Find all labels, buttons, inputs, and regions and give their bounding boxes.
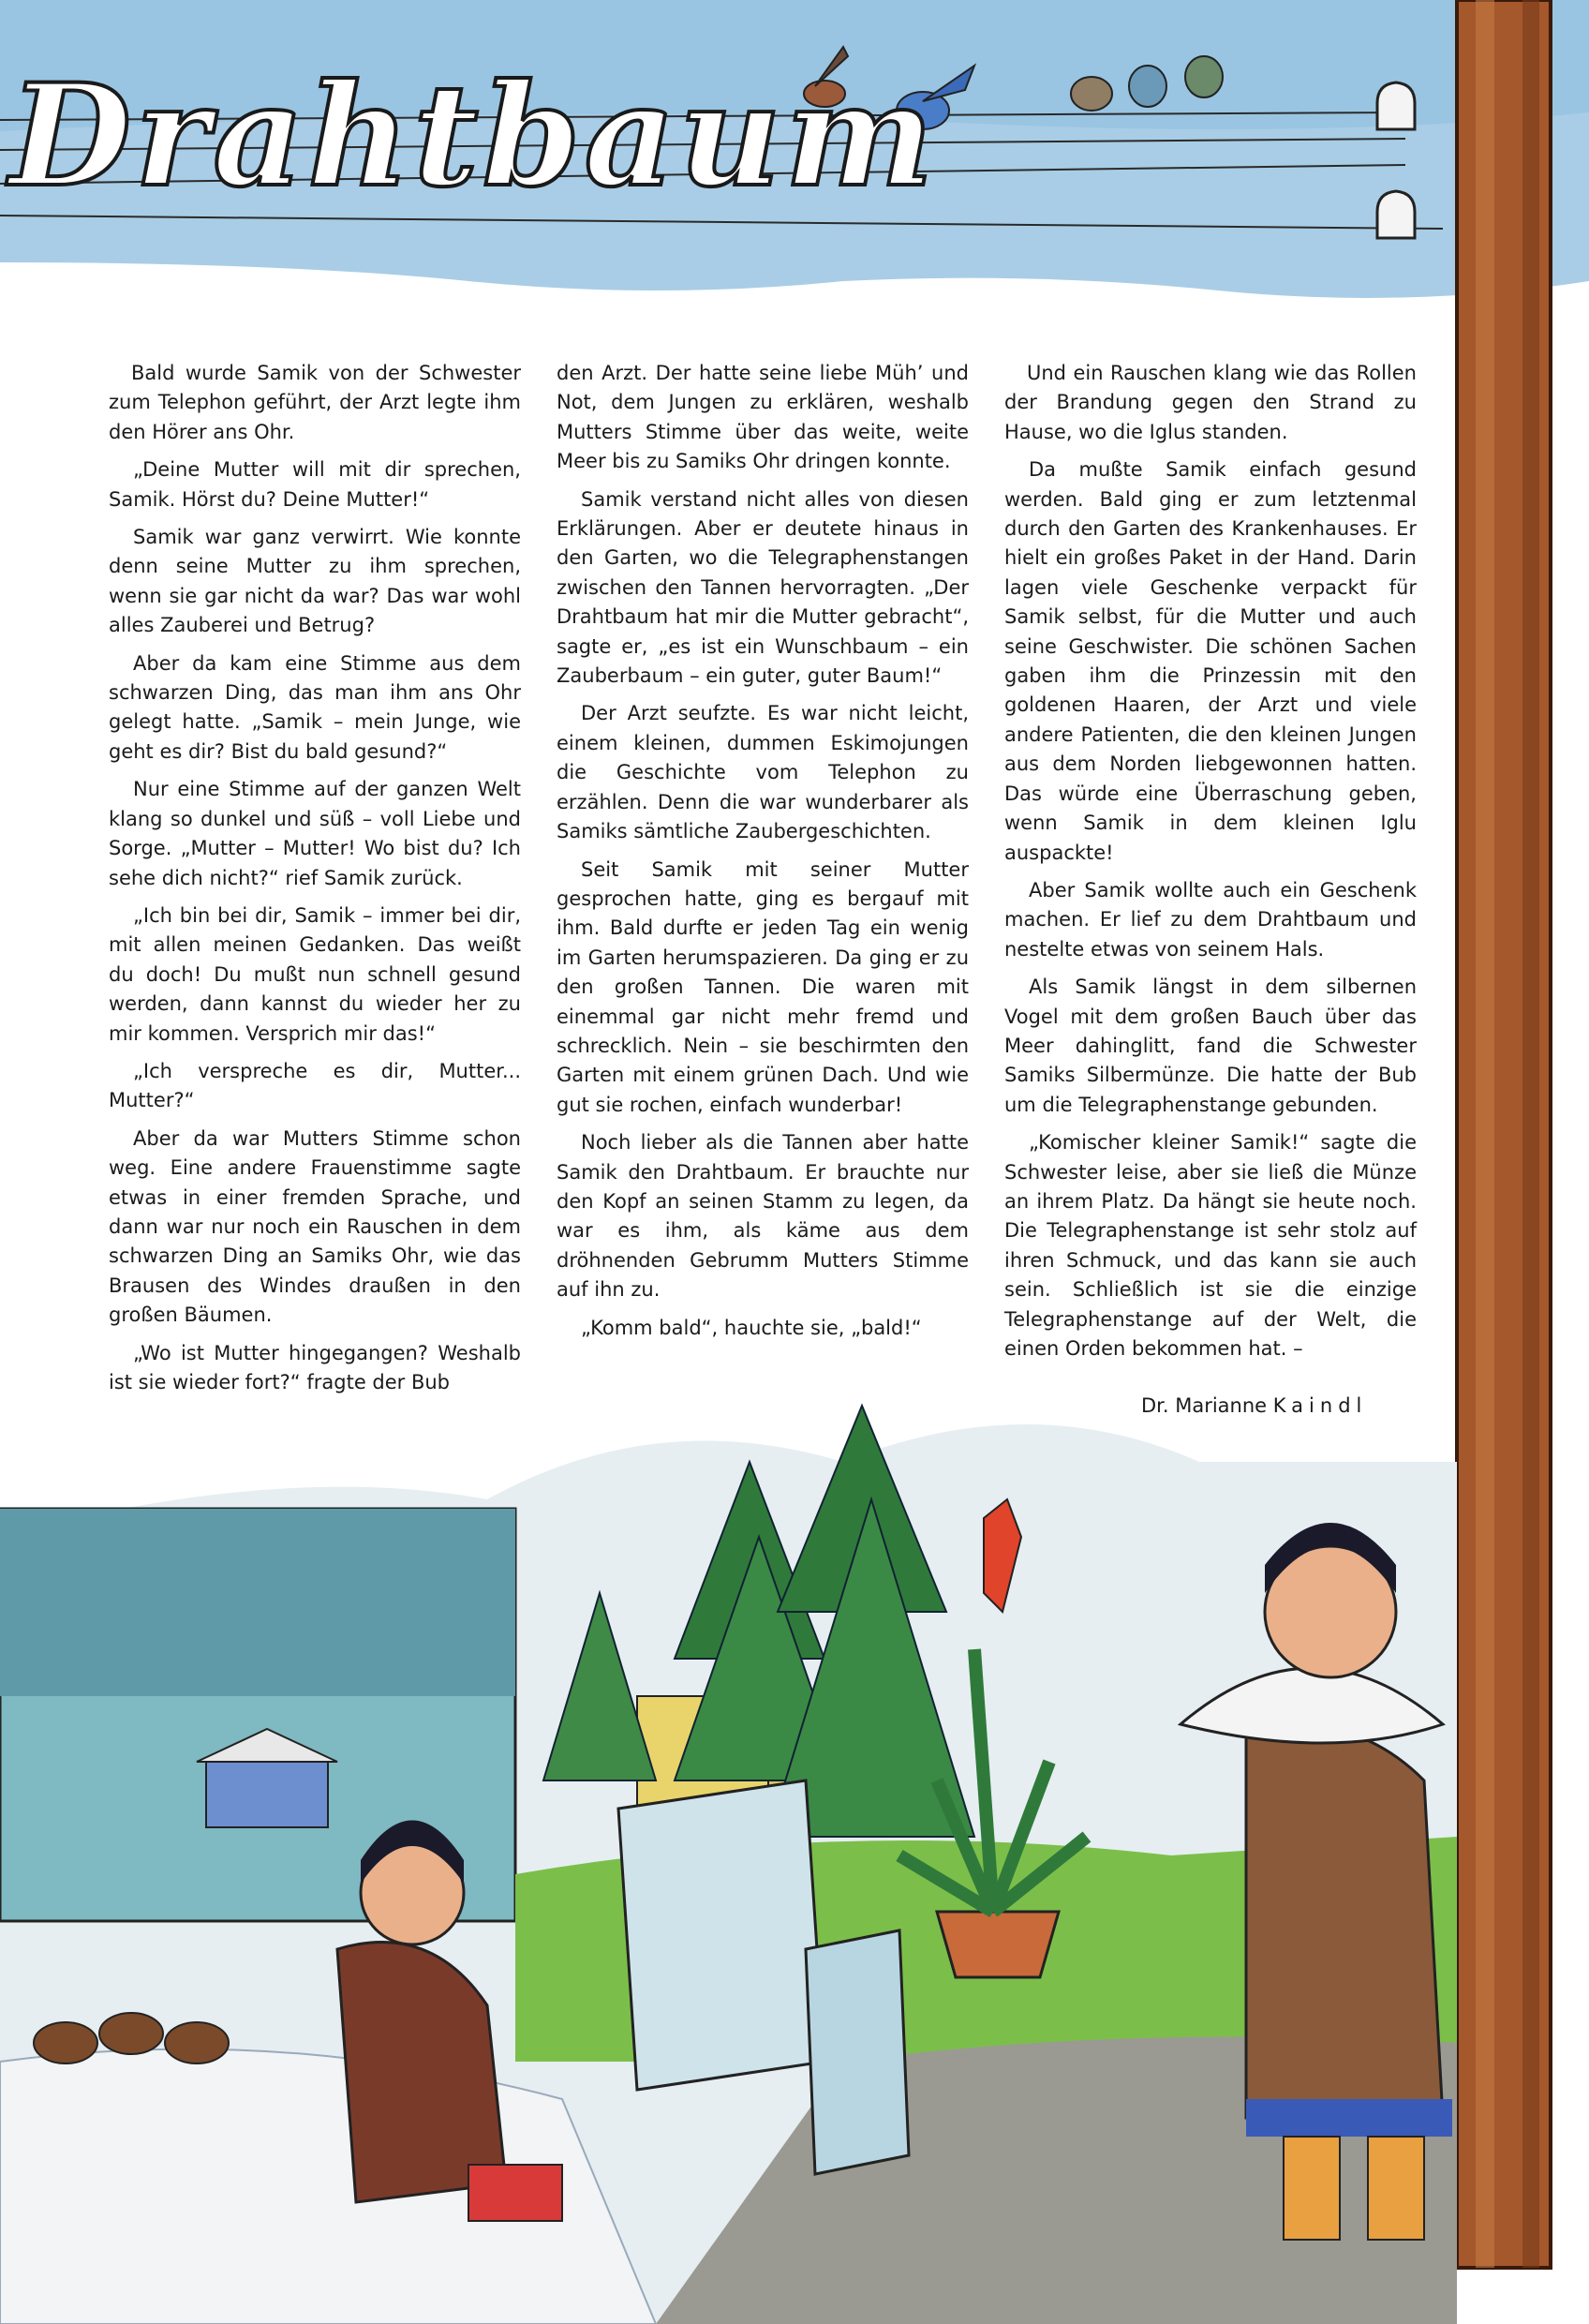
paragraph: Noch lieber als die Tannen aber hatte Samik den Drahtbaum. Er brauchte nur den Kopf an seinen Stamm zu legen, da war es ihm, als käme aus dem dröhnenden Gebrumm Mutters Stimme auf ihn zu. xyxy=(557,1131,969,1302)
paragraph: „Wo ist Mutter hingegangen? Weshalb ist sie wieder fort?“ fragte der Bub xyxy=(109,1341,521,1393)
paragraph: Als Samik längst in dem silbernen Vogel mit dem großen Bauch über das Meer dahinglitt, fand die Schwester Samiks Silbermünze. Die hatte der Bub um die Telegraphenstange gebunden. xyxy=(1004,976,1417,1116)
paragraph: Samik war ganz verwirrt. Wie konnte denn seine Mutter zu ihm sprechen, wenn sie gar nicht da war? Das war wohl alles Zauberei und Betrug? xyxy=(109,526,521,637)
paragraph: „Komm bald“, hauchte sie, „bald!“ xyxy=(581,1316,922,1339)
paragraph: Samik verstand nicht alles von diesen Erklärungen. Aber er deutete hinaus in den Garten, wo die Telegraphenstangen zwischen den Tannen hervorragten. „Der Drahtbaum hat mir die Mutter gebracht“, sagte er, „es ist ein Wunschbaum – ein Zauberbaum – ein guter, guter Baum!“ xyxy=(557,487,969,688)
text-column-1 xyxy=(109,359,521,1406)
page-title: Drahtbaum xyxy=(9,53,938,218)
paragraph: „Ich verspreche es dir, Mutter... Mutter?“ xyxy=(109,1059,521,1112)
landscape-scene xyxy=(0,1406,1457,2324)
paragraph: Und ein Rauschen klang wie das Rollen der Brandung gegen den Strand zu Hause, wo die Iglus standen. xyxy=(1004,362,1417,443)
paragraph: Der Arzt seufzte. Es war nicht leicht, einem kleinen, dummen Eskimojungen die Geschichte vom Telephon zu erzählen. Denn die war wunderbarer als Samiks sämtliche Zaubergeschichten. xyxy=(557,702,969,843)
paragraph: Da mußte Samik einfach gesund werden. Bald ging er zum letztenmal durch den Garten des Krankenhauses. Er hielt ein großes Paket in der Hand. Darin lagen viele Geschenke verpackt für Samik selbst, für die Mutter und auch seine Geschwister. Die schönen Sachen gaben ihm die Prinzessin mit den goldenen Haaren, der Arzt und viele andere Patienten, die den kleinen Jungen aus dem Norden liebgewonnen hatten. Das würde eine Überraschung geben, wenn Samik in dem kleinen Iglu auspackte! xyxy=(1004,458,1417,864)
paragraph: Aber Samik wollte auch ein Geschenk machen. Er lief zu dem Drahtbaum und nestelte etwas von seinem Hals. xyxy=(1004,878,1417,961)
author-prefix: Dr. Marianne xyxy=(1141,1394,1268,1417)
paragraph: Seit Samik mit seiner Mutter gesprochen hatte, ging es bergauf mit ihm. Bald durfte er jeden Tag ein wenig im Garten herumspazieren. Da ging er zu den großen Tannen. Die waren mit einemmal gar nicht mehr fremd und schrecklich. Nein – sie beschirmten den Garten mit einem grünen Dach. Und wie gut sie rochen, einfach wunderbar! xyxy=(557,857,969,1116)
author-credit xyxy=(1141,1394,1367,1417)
text-column-2 xyxy=(557,359,969,1351)
paragraph: „Komischer kleiner Samik!“ sagte die Schwester leise, aber sie ließ die Münze an ihrem Platz. Da hängt sie heute noch. Die Telegraphenstange ist sehr stolz auf ihren Schmuck, und das kann sie auch sein. Schließlich ist sie die einzige Telegraphenstange auf der Welt, die einen Orden bekommen hat. – xyxy=(1004,1131,1417,1360)
paragraph: den Arzt. Der hatte seine liebe Müh’ und Not, dem Jungen zu erklären, weshalb Mutters Stimme über das weite, weite Meer bis zu Samiks Ohr dringen konnte. xyxy=(557,362,969,473)
telegraph-pole xyxy=(1457,0,1551,2268)
paragraph: Nur eine Stimme auf der ganzen Welt klang so dunkel und süß – voll Liebe und Sorge. „Mutter – Mutter! Wo bist du? Ich sehe dich nicht?“ rief Samik zurück. xyxy=(109,778,521,889)
paragraph: „Deine Mutter will mit dir sprechen, Samik. Hörst du? Deine Mutter!“ xyxy=(109,458,521,511)
paragraph: Aber da war Mutters Stimme schon weg. Eine andere Frauenstimme sagte etwas in einer fremden Sprache, und dann war nur noch ein Rauschen in dem schwarzen Ding an Samiks Ohr, wie das Brausen des Windes draußen in den großen Bäumen. xyxy=(109,1126,521,1327)
paragraph: Bald wurde Samik von der Schwester zum Telephon geführt, der Arzt legte ihm den Hörer ans Ohr. xyxy=(109,362,521,443)
author-surname: Kaindl xyxy=(1272,1394,1368,1417)
paragraph: Aber da kam eine Stimme aus dem schwarzen Ding, das man ihm ans Ohr gelegt hatte. „Samik – mein Junge, wie geht es dir? Bist du bald gesund?“ xyxy=(109,651,521,763)
paragraph: „Ich bin bei dir, Samik – immer bei dir, mit allen meinen Gedanken. Das weißt du doch! Du mußt nun schnell gesund werden, dann kannst du wieder her zu mir kommen. Versprich mir das!“ xyxy=(109,903,521,1045)
text-column-3 xyxy=(1004,359,1417,1372)
